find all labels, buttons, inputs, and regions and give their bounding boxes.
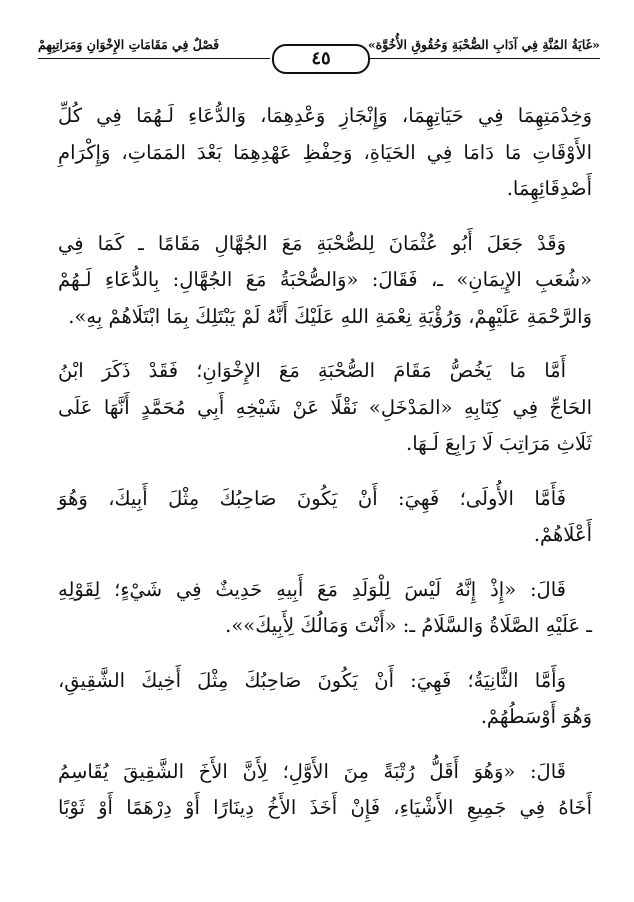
page-body [58,98,592,845]
text-line: فَأَمَّا الأُولَى؛ فَهِيَ: أَنْ يَكُونَ صَاحِبُكَ مِثْلَ أَبِيكَ، وَهُوَ [58,486,566,510]
text-line: قَالَ: «وَهُوَ أَقَلُّ رُتْبَةً مِنَ الأَوَّلِ؛ لِأَنَّ الأَخَ الشَّقِيقَ يُقَاسِمُ [58,759,566,783]
text-line: وَأَمَّا الثَّانِيَةُ؛ فَهِيَ: أَنْ يَكُونَ صَاحِبُكَ مِثْلَ أَخِيكَ الشَّقِيقِ، [58,668,566,692]
text-line: «شُعَبِ الإِيمَانِ» ـ، فَقَالَ: «وَالصُّحْبَةُ مَعَ الجُهَّالِ: بِالدُّعَاءِ لَـهُمْ [58,268,592,291]
paragraph [58,572,592,645]
running-title-chapter: فَصْلٌ فِي مَقَامَاتِ الإِخْوَانِ وَمَرَاتِبِهِمْ [38,37,220,52]
paragraph [58,663,592,736]
running-title-book: «غَايَةُ المُنَّةِ فِي آدَابِ الصُّحْبَةِ وَحُقُوقِ الأُخُوَّة» [367,37,600,52]
header-rule-left [38,58,270,59]
text-line: قَالَ: «إِذْ إِنَّهُ لَيْسَ لِلْوَلَدِ مَعَ أَبِيهِ حَدِيثٌ فِي شَيْءٍ؛ لِقَوْلِهِ [58,577,566,601]
page-number: ٤٥ [272,44,370,74]
text-line: أَصْدِقَائِهِمَا. [506,177,592,200]
text-line: الأَوْقَاتِ مَا دَامَا فِي الحَيَاةِ، وَحِفْظِ عَهْدِهِمَا بَعْدَ المَمَاتِ، وَإِكْرَامِ [58,140,592,164]
text-line: أَخَاهُ فِي جَمِيعِ الأَشْيَاءِ، فَإِنْ أَخَذَ الأَخُ دِينَارًا أَوْ دِرْهَمًا أَوْ ثَوْبًا [58,796,592,819]
text-line: وَالرَّحْمَةِ عَلَيْهِمْ، وَرُؤْيَةِ نِعْمَةِ اللهِ عَلَيْكَ أَنَّهُ لَمْ يَبْتَلِكَ بِمَا ابْتَلَاهُمْ بِهِ». [68,304,592,328]
text-line: الحَاجِّ فِي كِتَابِهِ «المَدْخَلِ» نَقْلًا عَنْ شَيْخِهِ أَبِي مُحَمَّدٍ أَنَّهَا عَلَى [58,395,592,419]
header-rule-right [368,58,600,59]
text-line: وَهُوَ أَوْسَطُهُمْ. [480,705,592,728]
text-line: أَعْلَاهُمْ. [533,523,592,546]
paragraph [58,754,592,827]
text-line: وَخِدْمَتِهِمَا فِي حَيَاتِهِمَا، وَإِنْجَازِ وَعْدِهِمَا، وَالدُّعَاءِ لَـهُمَا فِي كُلِّ [58,104,592,127]
text-line: ـ عَلَيْهِ الصَّلَاةُ وَالسَّلَامُ ـ: «أَنْتَ وَمَالُكَ لِأَبِيكَ»». [225,614,592,637]
text-line: وَقَدْ جَعَلَ أَبُو عُثْمَانَ لِلصُّحْبَةِ مَعَ الجُهَّالِ مَقَامًا ـ كَمَا فِي [58,231,566,255]
paragraph [58,98,592,208]
paragraph [58,481,592,554]
text-line: أَمَّا مَا يَخُصُّ مَقَامَ الصُّحْبَةِ مَعَ الإِخْوَانِ؛ فَقَدْ ذَكَرَ ابْنُ [58,359,566,382]
text-line: ثَلَاثِ مَرَاتِبَ لَا رَابِعَ لَـهَا. [406,432,592,455]
page-header [38,30,600,86]
paragraph [58,353,592,463]
paragraph [58,226,592,336]
